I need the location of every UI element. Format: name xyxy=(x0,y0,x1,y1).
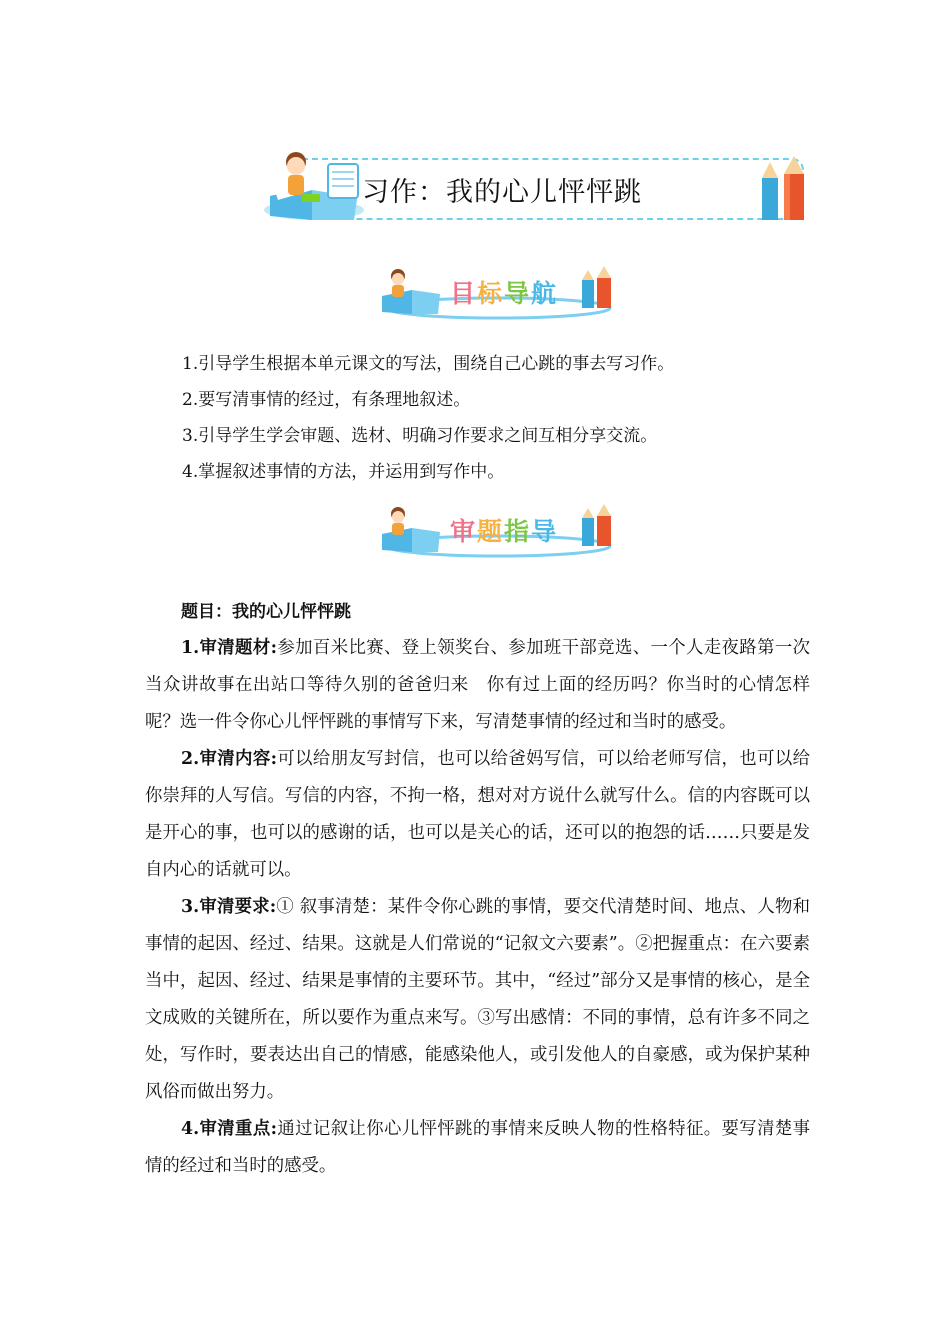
section-paragraph xyxy=(145,889,810,1111)
badge-label-goals: 目标导航 xyxy=(450,279,559,308)
section-badge-goals xyxy=(378,266,618,330)
section-text: 可以给朋友写封信，也可以给爸妈写信，可以给老师写信，也可以给你崇拜的人写信。写信的内容，不拘一格，想对对方说什么就写什么。信的内容既可以是开心的事，也可以的感谢的话，也可以是关心的话，还可以的抱怨的话……只要是发自内心的话就可以。 xyxy=(145,749,810,880)
section-text: 通过记叙让你心儿怦怦跳的事情来反映人物的性格特征。要写清楚事情的经过和当时的感受。 xyxy=(145,1119,810,1176)
title-banner xyxy=(262,146,814,226)
section-badge-review xyxy=(378,504,618,568)
section-text: 参加百米比赛、登上领奖台、参加班干部竞选、一个人走夜路第一次当众讲故事在出站口等待久别的爸爸归来 你有过上面的经历吗？你当时的心情怎样呢？选一件令你心儿怦怦跳的事情写下来，写清楚事情的经过和当时的感受。 xyxy=(145,638,810,732)
section-paragraph xyxy=(145,630,810,741)
list-item: 2.要写清事情的经过，有条理地叙述。 xyxy=(182,390,471,410)
section-label: 4.审清重点: xyxy=(181,1119,278,1139)
objectives-list xyxy=(182,346,674,490)
girl-reading-book-icon xyxy=(262,146,372,226)
list-item: 3.引导学生学会审题、选材、明确习作要求之间互相分享交流。 xyxy=(182,426,658,446)
list-item: 1.引导学生根据本单元课文的写法，围绕自己心跳的事去写习作。 xyxy=(182,354,675,374)
topic-heading: 题目：我的心儿怦怦跳 xyxy=(181,602,351,622)
badge-label-review: 审题指导 xyxy=(450,517,559,546)
section-label: 3.审清要求: xyxy=(181,897,277,917)
list-item: 4.掌握叙述事情的方法，并运用到写作中。 xyxy=(182,462,505,482)
pencils-icon xyxy=(756,156,812,222)
page-title: 习作：我的心儿怦怦跳 xyxy=(362,177,642,208)
section-label: 1.审清题材: xyxy=(181,638,278,658)
section-paragraph xyxy=(145,741,810,889)
section-label: 2.审清内容: xyxy=(181,749,278,769)
review-guide-content xyxy=(145,594,810,1185)
section-paragraph xyxy=(145,1111,810,1185)
section-text: ① 叙事清楚：某件令你心跳的事情，要交代清楚时间、地点、人物和事情的起因、经过、结果。这就是人们常说的“记叙文六要素”。②把握重点：在六要素当中，起因、经过、结果是事情的主要环节。其中，“经过”部分又是事情的核心，是全文成败的关键所在，所以要作为重点来写。③写出感情：不同的事情，总有许多不同之处，写作时，要表达出自己的情感，能感染他人，或引发他人的自豪感，或为保护某种风俗而做出努力。 xyxy=(145,897,811,1102)
